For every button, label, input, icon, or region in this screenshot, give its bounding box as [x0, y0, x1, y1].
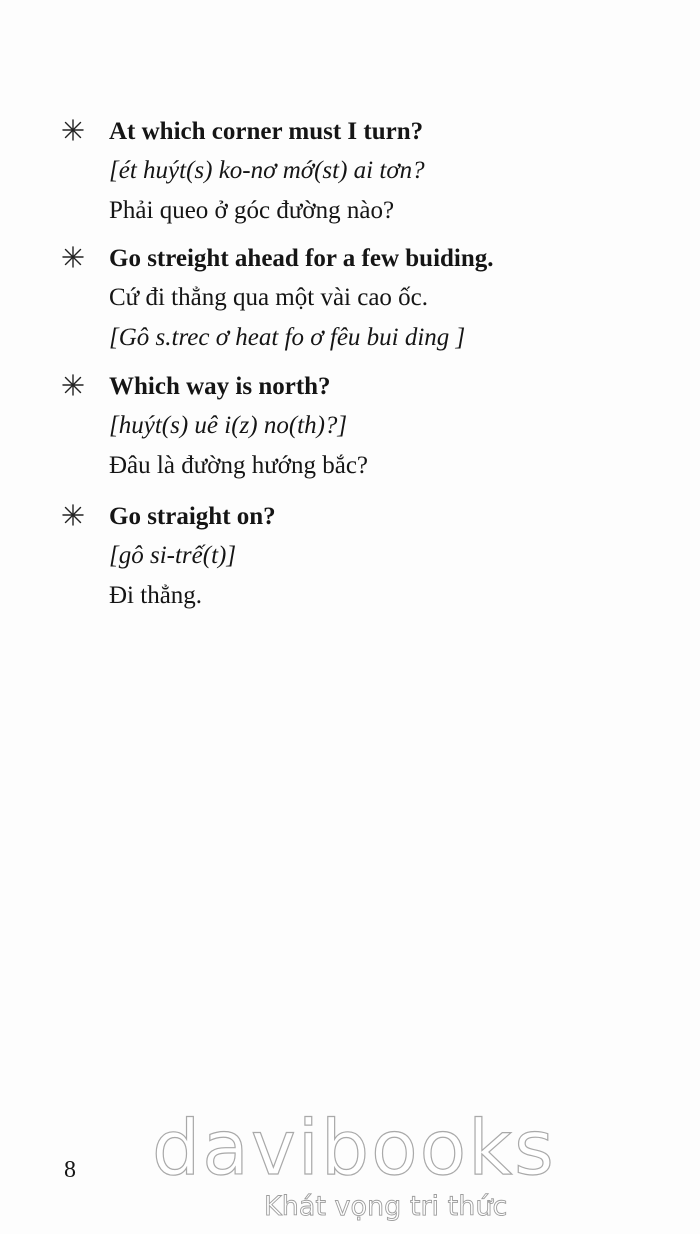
asterisk-icon — [60, 502, 86, 528]
english-phrase: At which corner must I turn? — [109, 118, 424, 145]
vietnamese-translation: Đâu là đường hướng bắc? — [109, 452, 369, 479]
pronunciation-guide: [ét huýt(s) ko-nơ mớ(st) ai tơn? — [109, 157, 425, 184]
vietnamese-translation: Đi thẳng. — [109, 582, 203, 609]
english-phrase: Which way is north? — [109, 373, 331, 400]
vietnamese-translation: Phải queo ở góc đường nào? — [109, 197, 395, 224]
phrase-entry — [60, 368, 660, 486]
pronunciation-guide: [huýt(s) uê i(z) no(th)?] — [109, 412, 348, 439]
asterisk-icon — [60, 372, 86, 398]
asterisk-icon — [60, 244, 86, 270]
vietnamese-translation: Cứ đi thẳng qua một vài cao ốc. — [109, 284, 429, 311]
phrase-entry — [60, 240, 660, 358]
pronunciation-guide: [Gô s.trec ơ heat fo ơ fêu bui ding ] — [109, 324, 466, 351]
watermark-logo: davibooks — [152, 1103, 556, 1192]
asterisk-icon — [60, 117, 86, 143]
english-phrase: Go straight on? — [109, 503, 276, 530]
phrase-entry — [60, 498, 660, 616]
pronunciation-guide: [gô si-trế(t)] — [109, 542, 237, 569]
page-number: 8 — [64, 1157, 76, 1183]
watermark-tagline: Khát vọng tri thức — [264, 1191, 508, 1222]
english-phrase: Go streight ahead for a few buiding. — [109, 245, 494, 272]
publisher-watermark — [152, 1103, 556, 1233]
phrase-entry — [60, 113, 660, 231]
